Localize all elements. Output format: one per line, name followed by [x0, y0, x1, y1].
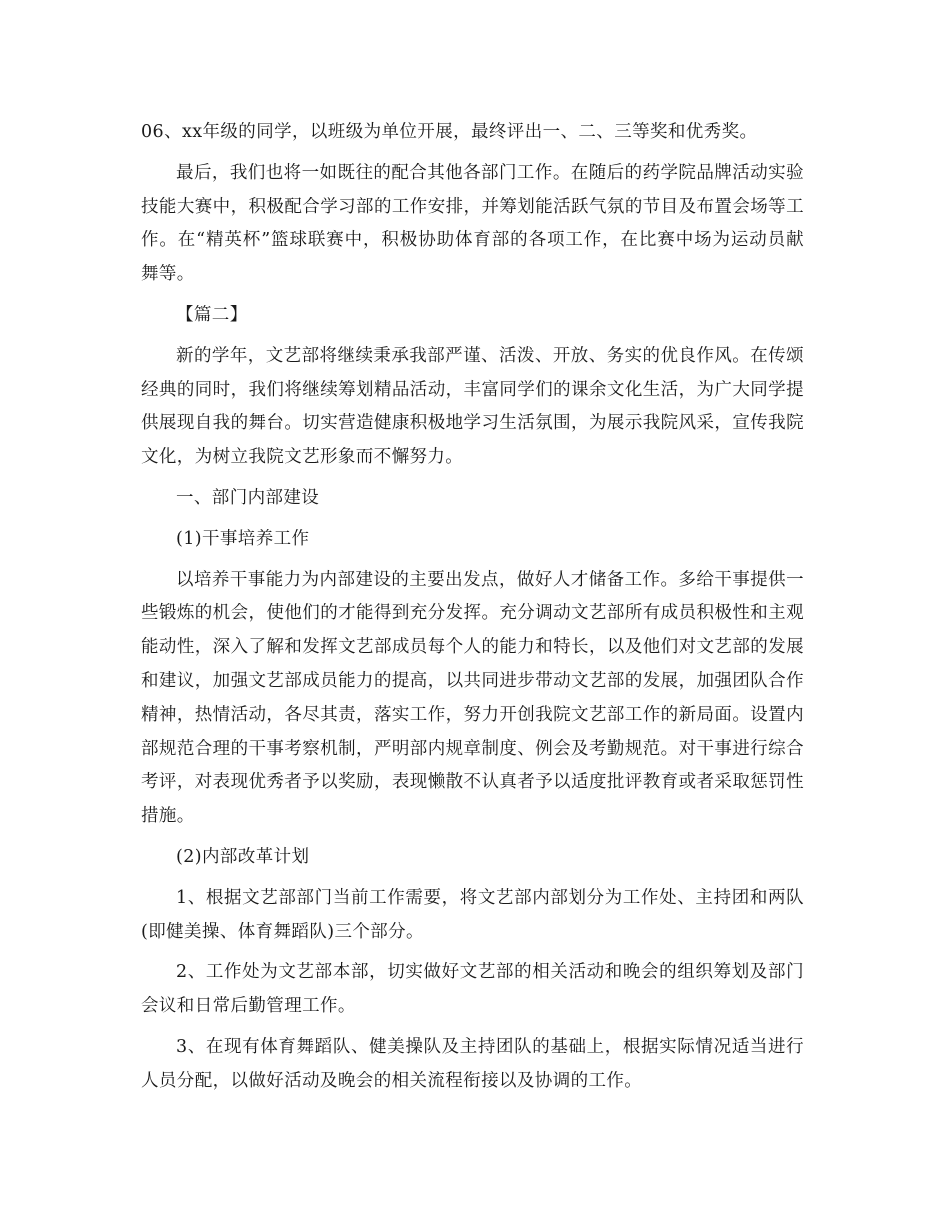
- heading-internal-construction: 一、部门内部建设: [176, 487, 320, 508]
- subheading-reform-plan: (2)内部改革计划: [176, 846, 310, 867]
- list-item-3: 3、在现有体育舞蹈队、健美操队及主持团队的基础上，根据实际情况适当进行人员分配，以做好活动及晚会的相关流程衔接以及协调的工作。: [141, 1036, 804, 1091]
- paragraph-1: 06、xx年级的同学，以班级为单位开展，最终评出一、二、三等奖和优秀奖。: [141, 122, 758, 142]
- paragraph-2: 最后，我们也将一如既往的配合其他各部门工作。在随后的药学院品牌活动实验技能大赛中，积极配合学习部的工作安排，并筹划能活跃气氛的节目及布置会场等工作。在“精英杯”篮球联赛中，积极协助体育部的各项工作，在比赛中场为运动员献舞等。: [141, 162, 804, 285]
- paragraph-intro: 新的学年，文艺部将继续秉承我部严谨、活泼、开放、务实的优良作风。在传颂经典的同时，我们将继续筹划精品活动，丰富同学们的课余文化生活，为广大同学提供展现自我的舞台。切实营造健康积极地学习生活氛围，为展示我院风采，宣传我院文化，为树立我院文艺形象而不懈努力。: [141, 345, 804, 468]
- list-item-2: 2、工作处为文艺部本部，切实做好文艺部的相关活动和晚会的组织筹划及部门会议和日常后勤管理工作。: [141, 962, 804, 1017]
- subheading-staff-training: (1)干事培养工作: [176, 528, 310, 549]
- paragraph-staff-training: 以培养干事能力为内部建设的主要出发点，做好人才储备工作。多给干事提供一些锻炼的机会，使他们的才能得到充分发挥。充分调动文艺部所有成员积极性和主观能动性，深入了解和发挥文艺部成员每个人的能力和特长，以及他们对文艺部的发展和建议，加强文艺部成员能力的提高，以共同进步带动文艺部的发展，加强团队合作精神，热情活动，各尽其责，落实工作，努力开创我院文艺部工作的新局面。设置内部规范合理的干事考察机制，严明部内规章制度、例会及考勤规范。对干事进行综合考评，对表现优秀者予以奖励，表现懒散不认真者予以适度批评教育或者采取惩罚性措施。: [141, 569, 804, 827]
- list-item-1: 1、根据文艺部部门当前工作需要，将文艺部内部划分为工作处、主持团和两队(即健美操、体育舞蹈队)三个部分。: [141, 887, 804, 942]
- document-body: [141, 116, 804, 1099]
- section-heading-part-two: 【篇二】: [176, 304, 248, 325]
